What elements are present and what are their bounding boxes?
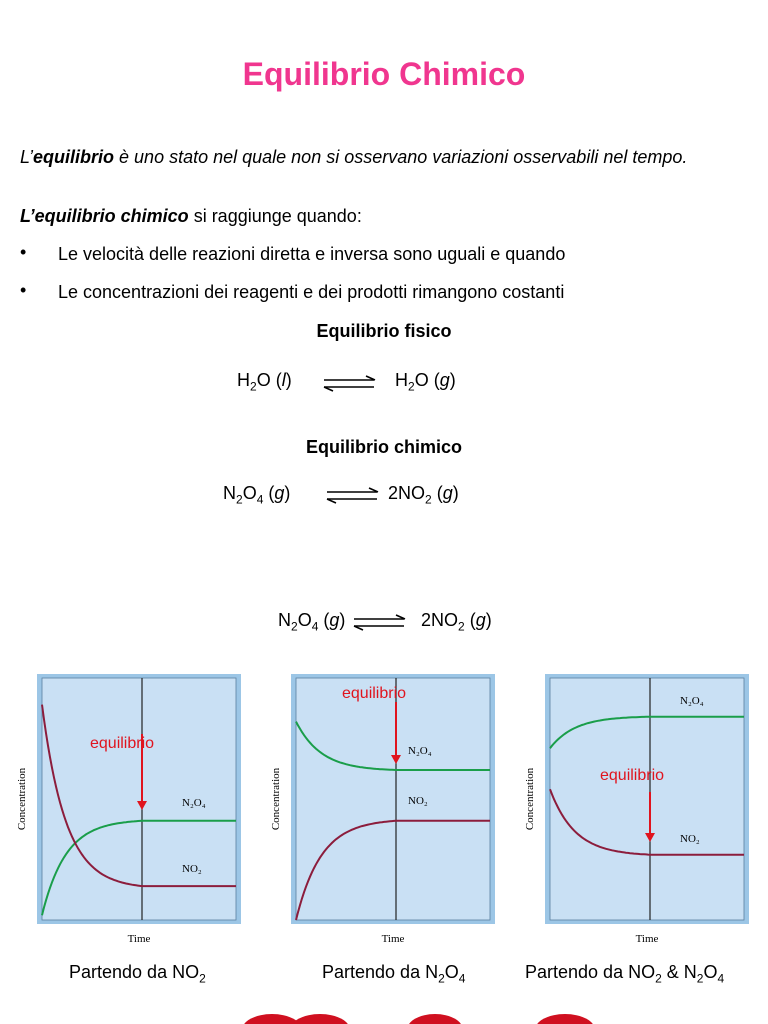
decorative-red-shape bbox=[530, 1008, 600, 1024]
heading-equilibrio-chimico: Equilibrio chimico bbox=[305, 437, 462, 457]
chart-starting-n2o4 bbox=[268, 672, 498, 948]
equation-fisico-left: $H_2O$ (l) bbox=[237, 370, 292, 394]
page-title: Equilibrio Chimico bbox=[242, 56, 526, 92]
heading-equilibrio-fisico: Equilibrio fisico bbox=[316, 321, 452, 341]
bullet-dot: • bbox=[20, 280, 27, 300]
y-axis-label: Concentration bbox=[270, 767, 282, 831]
equation-charts-left: $N_2O_4$ (g) bbox=[278, 610, 346, 634]
chart-starting-no2 bbox=[14, 672, 244, 948]
concentration-time-chart bbox=[522, 672, 752, 948]
equation-charts-right: $2NO_2$ (g) bbox=[421, 610, 492, 634]
chart-starting-both bbox=[522, 672, 752, 948]
equation-chimico-left: $N_2O_4$ (g) bbox=[223, 483, 291, 507]
concentration-time-chart bbox=[268, 672, 498, 948]
decorative-red-shape bbox=[405, 1008, 465, 1024]
series-label-N2O4: N₂O₄ bbox=[408, 745, 432, 757]
equilibrium-arrows-icon bbox=[322, 374, 378, 392]
equilibrium-arrows-icon bbox=[352, 613, 408, 631]
series-label-NO2: NO₂ bbox=[182, 863, 202, 875]
equilibrium-label: equilibrio bbox=[600, 767, 665, 784]
y-axis-label: Concentration bbox=[524, 767, 536, 831]
intro-equilibrio: L’equilibrio è uno stato nel quale non si osservano variazioni osservabili nel tempo. bbox=[20, 147, 688, 167]
equation-fisico-right: $H_2O$ (g) bbox=[395, 370, 456, 394]
term-equilibrio-chimico: L’equilibrio chimico bbox=[20, 206, 189, 226]
concentration-time-chart bbox=[14, 672, 244, 948]
series-label-NO2: NO₂ bbox=[408, 795, 428, 807]
bullet-dot: • bbox=[20, 242, 27, 262]
x-axis-label: Time bbox=[381, 933, 405, 945]
series-label-N2O4: N₂O₄ bbox=[182, 797, 206, 809]
caption-starting-both: Partendo da $NO_2$ & $N_2O_4$ bbox=[525, 962, 725, 986]
x-axis-label: Time bbox=[635, 933, 659, 945]
caption-starting-no2: Partendo da $NO_2$ bbox=[69, 962, 206, 986]
equilibrium-label: equilibrio bbox=[90, 735, 155, 752]
chart-plot-area bbox=[296, 678, 490, 920]
series-label-NO2: NO₂ bbox=[680, 833, 700, 845]
y-axis-label: Concentration bbox=[16, 767, 28, 831]
intro-chimico: L’equilibrio chimico si raggiunge quando: bbox=[20, 206, 362, 226]
term-equilibrio: equilibrio bbox=[33, 147, 115, 167]
equation-chimico-right: $2NO_2$ (g) bbox=[388, 483, 459, 507]
chart-plot-area bbox=[42, 678, 236, 920]
x-axis-label: Time bbox=[127, 933, 151, 945]
caption-starting-n2o4: Partendo da $N_2O_4$ bbox=[322, 962, 466, 986]
decorative-red-shape bbox=[240, 1008, 360, 1024]
series-label-N2O4: N₂O₄ bbox=[680, 695, 704, 707]
chart-plot-area bbox=[550, 678, 744, 920]
equilibrium-label: equilibrio bbox=[342, 685, 407, 702]
equilibrium-arrows-icon bbox=[325, 486, 381, 504]
